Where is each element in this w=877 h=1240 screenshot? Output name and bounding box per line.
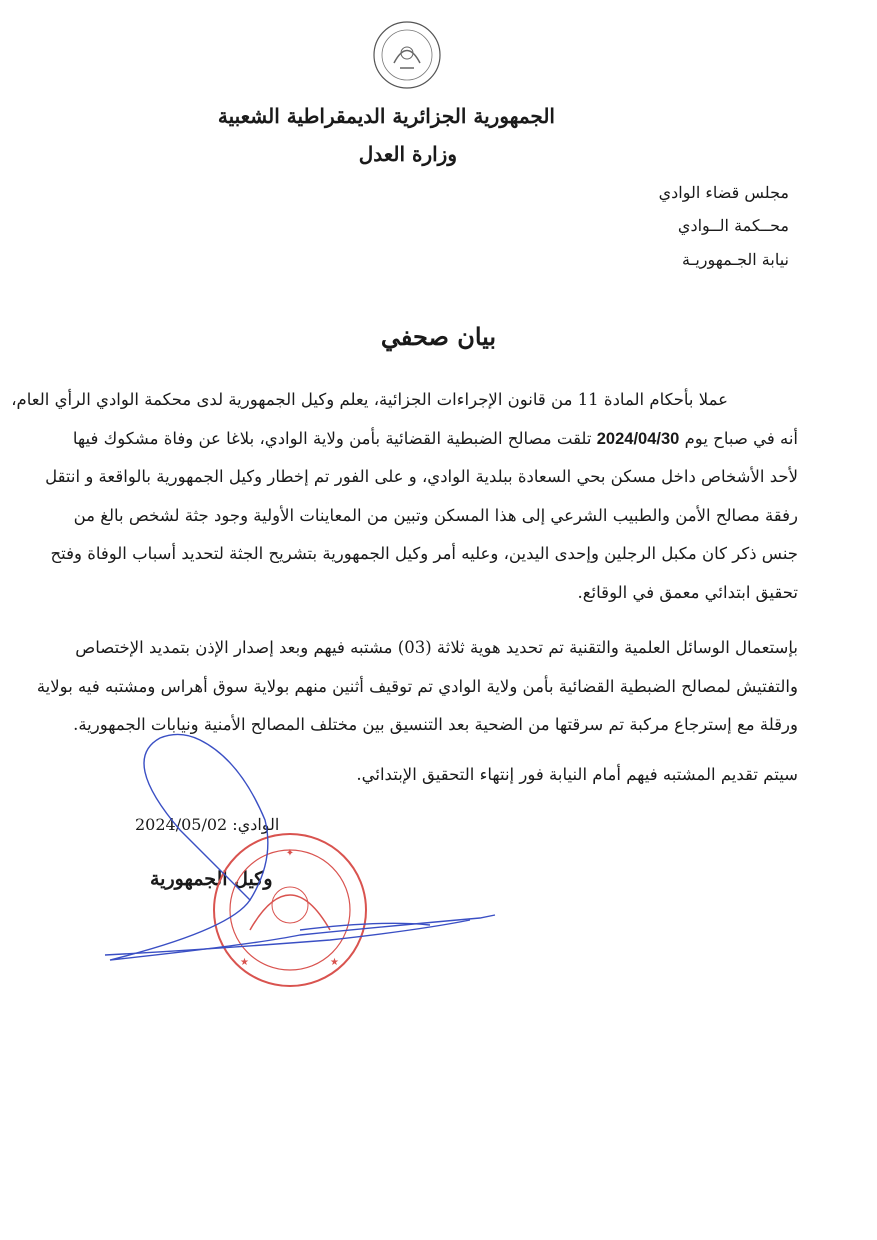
paragraph-3: [78, 756, 798, 795]
paragraph-line: لأحد الأشخاص داخل مسكن بحي السعادة ببلدية الوادي، و على الفور تم إخطار وكيل الجمهورية بالواقعة و انتقل: [45, 467, 798, 486]
issuer-council: مجلس قضاء الوادي: [658, 183, 789, 202]
country-name: الجمهورية الجزائرية الديمقراطية الشعبية: [217, 104, 555, 128]
ministry-name: وزارة العدل: [358, 142, 457, 166]
issuer-court: محــكمة الــوادي: [677, 216, 789, 235]
svg-text:✦: ✦: [285, 848, 295, 859]
place-date: الوادي: 2024/05/02: [135, 815, 280, 834]
paragraph-line: والتفتيش لمصالح الضبطية القضائية بأمن ولاية الوادي تم توقيف أثنين منهم بولاية سوق أهراس ومشتبه فيه بولاية: [36, 676, 798, 696]
official-stamp: [214, 834, 366, 986]
text: تلقت مصالح الضبطية القضائية بأمن ولاية الوادي، بلاغا عن وفاة مشكوك فيها: [72, 428, 592, 448]
document-title: بيان صحفي: [380, 322, 497, 351]
text: أنه في صباح يوم: [684, 428, 798, 448]
issuer-prosecution: نيابة الجـمهوريـة: [682, 250, 789, 269]
svg-text:★: ★: [240, 957, 249, 968]
incident-date: 2024/04/30: [596, 429, 680, 448]
paragraph-line: بإستعمال الوسائل العلمية والتقنية تم تحديد هوية ثلاثة (03) مشتبه فيهم وبعد إصدار الإذن بتمديد الإختصاص: [75, 638, 798, 657]
paragraph-line: سيتم تقديم المشتبه فيهم أمام النيابة فور إنتهاء التحقيق الإبتدائي.: [356, 765, 798, 784]
paragraph-line: تحقيق ابتدائي معمق في الوقائع.: [577, 582, 798, 602]
svg-text:★: ★: [330, 957, 339, 968]
paragraph-line: جنس ذكر كان مكبل الرجلين وإحدى اليدين، وعليه أمر وكيل الجمهورية بتشريح الجثة لتحديد أسباب الوفاة وفتح: [50, 544, 798, 563]
paragraph-2: [36, 629, 798, 745]
paragraph-line: ورقلة مع إسترجاع مركبة تم سرقتها من الضحية بعد التنسيق بين مختلف المصالح الأمنية ونيابات الجمهورية.: [73, 715, 798, 734]
paragraph-line: رفقة مصالح الأمن والطبيب الشرعي إلى هذا المسكن وتبين من المعاينات الأولية وجود جثة لشخص بالغ من: [73, 505, 798, 525]
paragraph-1: [11, 381, 798, 612]
paragraph-line: [72, 420, 798, 459]
state-emblem: [372, 18, 442, 92]
signatory-title: وكيل الجمهورية: [150, 868, 273, 890]
paragraph-line: عملا بأحكام المادة 11 من قانون الإجراءات الجزائية، يعلم وكيل الجمهورية لدى محكمة الوادي الرأي العام،: [11, 390, 728, 409]
